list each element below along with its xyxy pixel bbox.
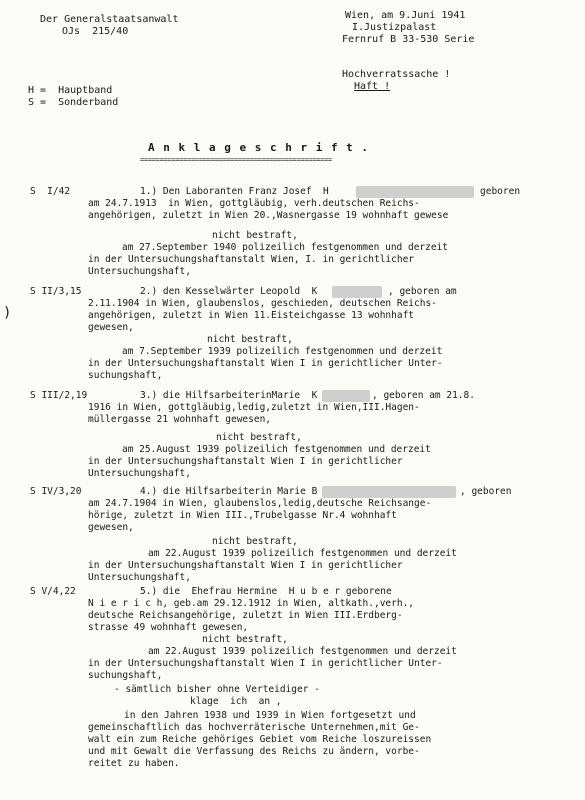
defendant-4-line: Untersuchungshaft, [88, 572, 191, 583]
defendant-1-line: am 24.7.1913 in Wien, gottgläubig, verh.deutschen Reichs- [88, 198, 420, 209]
defendant-2-born: , geboren am [388, 286, 457, 297]
charge-text-line: und mit Gewalt die Verfassung des Reichs zu ändern, vorbe- [88, 746, 420, 757]
defendant-1-line: 1.) Den Laboranten Franz Josef H [140, 186, 329, 197]
defendant-1-line: am 27.September 1940 polizeilich festgenommen und derzeit [122, 242, 449, 253]
defendant-3-line: Untersuchungshaft, [88, 468, 191, 479]
legend-main-volume: H = Hauptband [28, 85, 113, 96]
defendant-3-line: müllergasse 21 wohnhaft gewesen, [88, 414, 272, 425]
charge-text-line: reitet zu haben. [88, 758, 180, 769]
defendant-1-line: nicht bestraft, [212, 230, 298, 241]
file-ref-4: S IV/3,20 [30, 486, 82, 497]
defendant-1-line: angehörigen, zuletzt in Wien 20.,Wasnergasse 19 wohnhaft gewese [88, 210, 449, 221]
defendant-4-line: nicht bestraft, [212, 536, 298, 547]
address: I.Justizpalast [352, 22, 437, 33]
charge-text-line: in den Jahren 1938 und 1939 in Wien fortgesetzt und [124, 710, 416, 721]
defendant-2-line: gewesen, [88, 322, 134, 333]
defendant-4-line: in der Untersuchungshaftanstalt Wien I in gerichtlicher [88, 560, 403, 571]
authority-name: Der Generalstaatsanwalt [40, 14, 179, 25]
case-type: Hochverratssache ! [342, 69, 451, 80]
redaction-block [332, 286, 382, 298]
defendant-5-line: N i e r i c h, geb.am 29.12.1912 in Wien, altkath.,verh., [88, 598, 415, 609]
defendant-3-line: 3.) die HilfsarbeiterinMarie K [140, 390, 318, 401]
defendant-2-line: am 7.September 1939 polizeilich festgenommen und derzeit [122, 346, 443, 357]
margin-mark: ) [3, 305, 12, 321]
defendant-1-line: in der Untersuchungshaftanstalt Wien, I. in gerichtlicher [88, 254, 415, 265]
no-defense-note: - sämtlich bisher ohne Verteidiger - [114, 684, 320, 695]
custody-status: Haft ! [354, 81, 391, 92]
defendant-4-line: hörige, zuletzt in Wien III.,Trubelgasse Nr.4 wohnhaft [88, 510, 397, 521]
defendant-3-line: nicht bestraft, [216, 432, 302, 443]
defendant-4-born: , geboren [460, 486, 512, 497]
defendant-4-line: am 24.7.1904 in Wien, glaubenslos,ledig,deutsche Reichsange- [88, 498, 432, 509]
defendant-3-line: am 25.August 1939 polizeilich festgenommen und derzeit [122, 444, 431, 455]
defendant-5-line: am 22.August 1939 polizeilich festgenommen und derzeit [148, 646, 457, 657]
defendant-5-line: deutsche Reichsangehörige, zuletzt in Wien III.Erdberg- [88, 610, 403, 621]
file-ref-2: S II/3,15 [30, 286, 82, 297]
redaction-block [322, 390, 370, 402]
phone-number: Fernruf B 33-530 Serie [342, 34, 475, 45]
defendant-5-line: strasse 49 wohnhaft gewesen, [88, 622, 249, 633]
defendant-5-line: nicht bestraft, [202, 634, 288, 645]
case-reference: OJs 215/40 [62, 26, 129, 37]
defendant-3-born: , geboren am 21.8. [372, 390, 475, 401]
title-underline: ================================================= [140, 156, 332, 164]
document-date: Wien, am 9.Juni 1941 [345, 10, 466, 21]
defendant-5-line: in der Untersuchungshaftanstalt Wien I in gerichtlicher Unter- [88, 658, 443, 669]
defendant-1-born: geboren [480, 186, 521, 197]
defendant-3-line: 1916 in Wien, gottgläubig,ledig,zuletzt in Wien,III.Hagen- [88, 402, 420, 413]
defendant-2-line: nicht bestraft, [207, 334, 293, 345]
defendant-4-line: gewesen, [88, 522, 134, 533]
document-title: A n k l a g e s c h r i f t . [148, 141, 370, 154]
file-ref-1: S I/42 [30, 186, 71, 197]
legend-special-volume: S = Sonderband [28, 97, 119, 108]
defendant-4-line: 4.) die Hilfsarbeiterin Marie B [140, 486, 318, 497]
defendant-2-line: in der Untersuchungshaftanstalt Wien I in gerichtlicher Unter- [88, 358, 443, 369]
file-ref-3: S III/2,19 [30, 390, 88, 401]
file-ref-5: S V/4,22 [30, 586, 76, 597]
charge-text-line: walt ein zum Reiche gehöriges Gebiet vom Reiche loszureissen [88, 734, 432, 745]
defendant-2-line: 2.) den Kesselwärter Leopold K [140, 286, 318, 297]
defendant-3-line: in der Untersuchungshaftanstalt Wien I in gerichtlicher [88, 456, 403, 467]
charge-text-line: gemeinschaftlich das hochverräterische Unternehmen,mit Ge- [88, 722, 420, 733]
defendant-1-line: Untersuchungshaft, [88, 266, 191, 277]
defendant-5-line: 5.) die Ehefrau Hermine H u b e r geborene [140, 586, 392, 597]
redaction-block [322, 486, 456, 498]
defendant-2-line: suchungshaft, [88, 370, 163, 381]
defendant-4-line: am 22.August 1939 polizeilich festgenommen und derzeit [148, 548, 457, 559]
defendant-2-line: angehörigen, zuletzt in Wien 11.Eisteichgasse 13 wohnhaft [88, 310, 415, 321]
redaction-block [356, 186, 474, 198]
defendant-5-line: suchungshaft, [88, 670, 163, 681]
charge-statement: klage ich an , [190, 696, 282, 707]
defendant-2-line: 2.11.1904 in Wien, glaubenslos, geschieden, deutschen Reichs- [88, 298, 437, 309]
